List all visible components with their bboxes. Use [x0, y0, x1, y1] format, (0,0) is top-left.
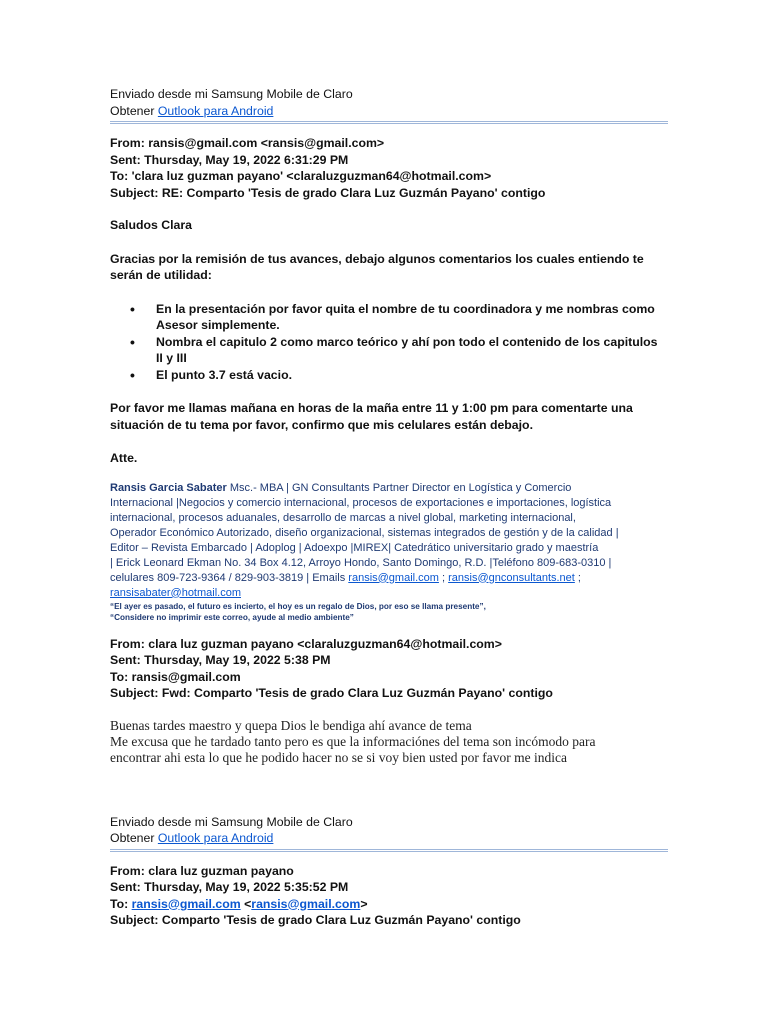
closing: Atte.	[110, 451, 138, 465]
signature-contact	[110, 571, 670, 586]
intro-line-2: serán de utilidad:	[110, 268, 212, 282]
list-item	[110, 334, 670, 367]
signature-address: | Erick Leonard Ekman No. 34 Box 4.12, Arroyo Hondo, Santo Domingo, R.D. |Teléfono 809-683-0310 |	[110, 556, 612, 569]
signature-line: Operador Económico Autorizado, diseño organizacional, sistemas integrados de gestión y de la calidad |	[110, 526, 619, 539]
message-line: Me excusa que he tardado tanto pero es que la informaciónes del tema son incómodo para	[110, 733, 596, 749]
list-item-line: • El punto 3.7 está vacio.	[156, 367, 292, 382]
message-line: encontrar ahi esta lo que he podido hacer no se si voy bien usted por favor me indica	[110, 749, 567, 765]
signature-name: Ransis Garcia Sabater	[110, 481, 227, 494]
to-prefix: To:	[110, 896, 132, 911]
get-outlook-prefix: Obtener	[110, 103, 158, 118]
sent-from-text: Enviado desde mi Samsung Mobile de Claro	[110, 814, 353, 829]
email-link[interactable]: ransis@gnconsultants.net	[448, 571, 575, 584]
bracket-text: <	[240, 896, 252, 911]
list-item-line: Asesor simplemente.	[156, 318, 280, 332]
header-subject: Subject: Fwd: Comparto 'Tesis de grado Clara Luz Guzmán Payano' contigo	[110, 686, 553, 700]
signature-block	[110, 481, 670, 623]
header-to	[110, 896, 670, 913]
comment-list	[110, 301, 670, 384]
sent-from-text: Enviado desde mi Samsung Mobile de Claro	[110, 87, 353, 101]
header-sent: Sent: Thursday, May 19, 2022 5:35:52 PM	[110, 880, 349, 894]
signature-line: internacional, procesos aduanales, desarrollo de marcas a nivel global, marketing internacional,	[110, 511, 576, 524]
separator-text: ;	[574, 571, 581, 584]
header-from: From: clara luz guzman payano	[110, 863, 294, 878]
intro-line-1: Gracias por la remisión de tus avances, debajo algunos comentarios los cuales entiendo te	[110, 251, 644, 266]
request-line-2: situación de tu tema por favor, confirmo que mis celulares están debajo.	[110, 417, 533, 432]
header-sent: Sent: Thursday, May 19, 2022 5:38 PM	[110, 653, 331, 667]
email-link[interactable]: ransis@gmail.com	[348, 571, 439, 584]
signature-quote: “El ayer es pasado, el futuro es incierto, el hoy es un regalo de Dios, por eso se llama presente”,	[110, 601, 486, 611]
list-item	[110, 367, 670, 384]
list-item	[110, 301, 670, 334]
email-link[interactable]: ransisabater@hotmail.com	[110, 586, 241, 599]
get-outlook-line	[110, 830, 670, 847]
email-link[interactable]: ransis@gmail.com	[251, 896, 361, 911]
header-to: To: ransis@gmail.com	[110, 669, 241, 684]
greeting: Saludos Clara	[110, 218, 193, 232]
email-document	[110, 86, 670, 929]
outlook-android-link[interactable]: Outlook para Android	[157, 831, 274, 845]
header-from: From: ransis@gmail.com <ransis@gmail.com>	[110, 136, 385, 150]
header-from: From: clara luz guzman payano <claraluzguzman64@hotmail.com>	[110, 636, 502, 651]
request-line-1: Por favor me llamas mañana en horas de la maña entre 11 y 1:00 pm para comentarte una	[110, 401, 633, 415]
list-item-line: • En la presentación por favor quita el nombre de tu coordinadora y me nombras como	[156, 301, 655, 316]
bracket-text: >	[360, 896, 368, 911]
signature-line	[110, 481, 670, 496]
message-line: Buenas tardes maestro y quepa Dios le bendiga ahí avance de tema	[110, 717, 472, 733]
list-item-line: • Nombra el capitulo 2 como marco teórico y ahí pon todo el contenido de los capitulos	[156, 334, 658, 349]
signature-line: Editor – Revista Embarcado | Adoplog | Adoexpo |MIREX| Catedrático universitario grado y maestría	[110, 541, 599, 554]
header-subject: Subject: Comparto 'Tesis de grado Clara Luz Guzmán Payano' contigo	[110, 913, 521, 927]
separator-text: ;	[438, 571, 449, 584]
header-to: To: 'clara luz guzman payano' <claraluzguzman64@hotmail.com>	[110, 169, 492, 183]
get-outlook-prefix: Obtener	[110, 831, 158, 845]
eco-notice: “Considere no imprimir este correo, ayude al medio ambiente”	[110, 612, 354, 622]
list-item-line: II y III	[156, 351, 187, 365]
header-sent: Sent: Thursday, May 19, 2022 6:31:29 PM	[110, 152, 349, 167]
get-outlook-line	[110, 103, 670, 120]
signature-line: Internacional |Negocios y comercio internacional, procesos de exportaciones e importaciones, logística	[110, 496, 612, 509]
header-subject: Subject: RE: Comparto 'Tesis de grado Clara Luz Guzmán Payano' contigo	[110, 185, 546, 200]
signature-title: Msc.- MBA | GN Consultants Partner Director en Logística y Comercio	[226, 481, 572, 494]
contact-prefix: celulares 809-723-9364 / 829-903-3819 | Emails	[110, 571, 349, 584]
outlook-android-link[interactable]: Outlook para Android	[157, 103, 274, 118]
email-link[interactable]: ransis@gmail.com	[131, 896, 241, 911]
